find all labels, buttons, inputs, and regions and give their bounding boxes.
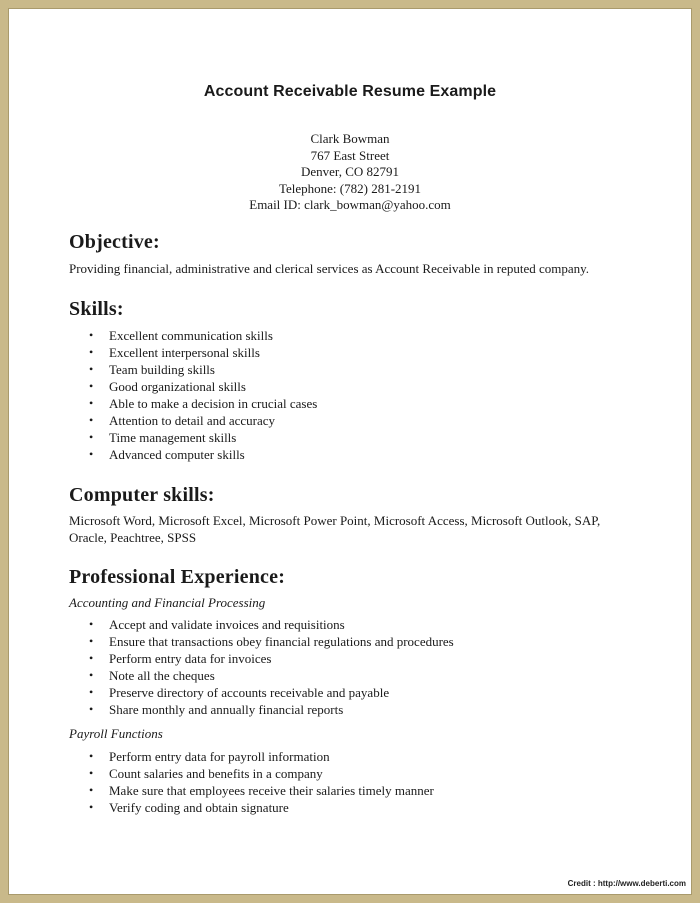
experience-subsection-title: Accounting and Financial Processing (69, 595, 266, 610)
list-item (69, 765, 434, 782)
skill-text: Good organizational skills (109, 379, 246, 394)
bullet-icon: • (89, 634, 94, 648)
contact-email: Email ID: clark_bowman@yahoo.com (249, 197, 451, 212)
computer-skills-heading: Computer skills: (69, 484, 215, 506)
bullet-icon: • (89, 749, 94, 763)
list-item (69, 748, 434, 765)
duty-text: Perform entry data for payroll information (109, 749, 330, 764)
bullet-icon: • (89, 685, 94, 699)
list-item (69, 633, 454, 650)
list-item (69, 782, 434, 799)
duty-text: Share monthly and annually financial reports (109, 702, 344, 717)
accounting-duties-list (69, 616, 454, 718)
bullet-icon: • (89, 783, 94, 797)
bullet-icon: • (89, 651, 94, 665)
list-item (69, 395, 317, 412)
list-item (69, 650, 454, 667)
credit-watermark: Credit : http://www.deberti.com (567, 879, 686, 888)
skills-list (69, 327, 317, 463)
contact-city: Denver, CO 82791 (300, 164, 400, 179)
duty-text: Make sure that employees receive their salaries timely manner (109, 783, 434, 798)
bullet-icon: • (89, 447, 94, 461)
bullet-icon: • (89, 328, 94, 342)
payroll-duties-list (69, 748, 434, 816)
experience-subsection-title: Payroll Functions (69, 726, 163, 741)
list-item (69, 616, 454, 633)
bullet-icon: • (89, 800, 94, 814)
duty-text: Accept and validate invoices and requisitions (109, 617, 345, 632)
bullet-icon: • (89, 345, 94, 359)
list-item (69, 327, 317, 344)
bullet-icon: • (89, 617, 94, 631)
list-item (69, 446, 317, 463)
list-item (69, 701, 454, 718)
bullet-icon: • (89, 766, 94, 780)
objective-heading: Objective: (69, 231, 160, 253)
list-item (69, 667, 454, 684)
bullet-icon: • (89, 430, 94, 444)
contact-telephone: Telephone: (782) 281-2191 (278, 180, 422, 196)
computer-skills-text (69, 513, 669, 546)
duty-text: Verify coding and obtain signature (109, 800, 289, 815)
bullet-icon: • (89, 362, 94, 376)
bullet-icon: • (89, 413, 94, 427)
duty-text: Note all the cheques (109, 668, 215, 683)
experience-heading: Professional Experience: (69, 566, 286, 588)
computer-skills-line: Oracle, Peachtree, SPSS (69, 529, 197, 545)
computer-skills-line: Microsoft Word, Microsoft Excel, Microsoft Power Point, Microsoft Access, Microsoft Outlook, SAP, (69, 513, 601, 528)
list-item (69, 361, 317, 378)
list-item (69, 799, 434, 816)
skill-text: Attention to detail and accuracy (109, 413, 276, 428)
bullet-icon: • (89, 668, 94, 682)
skill-text: Advanced computer skills (109, 447, 245, 462)
duty-text: Perform entry data for invoices (109, 651, 272, 666)
skill-text: Excellent communication skills (109, 328, 273, 343)
skill-text: Time management skills (109, 430, 237, 445)
skill-text: Team building skills (109, 362, 215, 377)
bullet-icon: • (89, 702, 94, 716)
skills-heading: Skills: (69, 298, 124, 320)
contact-name: Clark Bowman (310, 131, 390, 146)
list-item (69, 378, 317, 395)
contact-street: 767 East Street (310, 147, 390, 163)
list-item (69, 344, 317, 361)
duty-text: Count salaries and benefits in a company (109, 766, 323, 781)
bullet-icon: • (89, 379, 94, 393)
duty-text: Ensure that transactions obey financial regulations and procedures (109, 634, 454, 649)
skill-text: Able to make a decision in crucial cases (109, 396, 318, 411)
list-item (69, 412, 317, 429)
skill-text: Excellent interpersonal skills (109, 345, 260, 360)
objective-text: Providing financial, administrative and clerical services as Account Receivable in reputed company. (69, 261, 590, 276)
duty-text: Preserve directory of accounts receivable and payable (109, 685, 390, 700)
bullet-icon: • (89, 396, 94, 410)
document-title: Account Receivable Resume Example (203, 83, 497, 100)
contact-block (0, 131, 700, 214)
list-item (69, 429, 317, 446)
list-item (69, 684, 454, 701)
